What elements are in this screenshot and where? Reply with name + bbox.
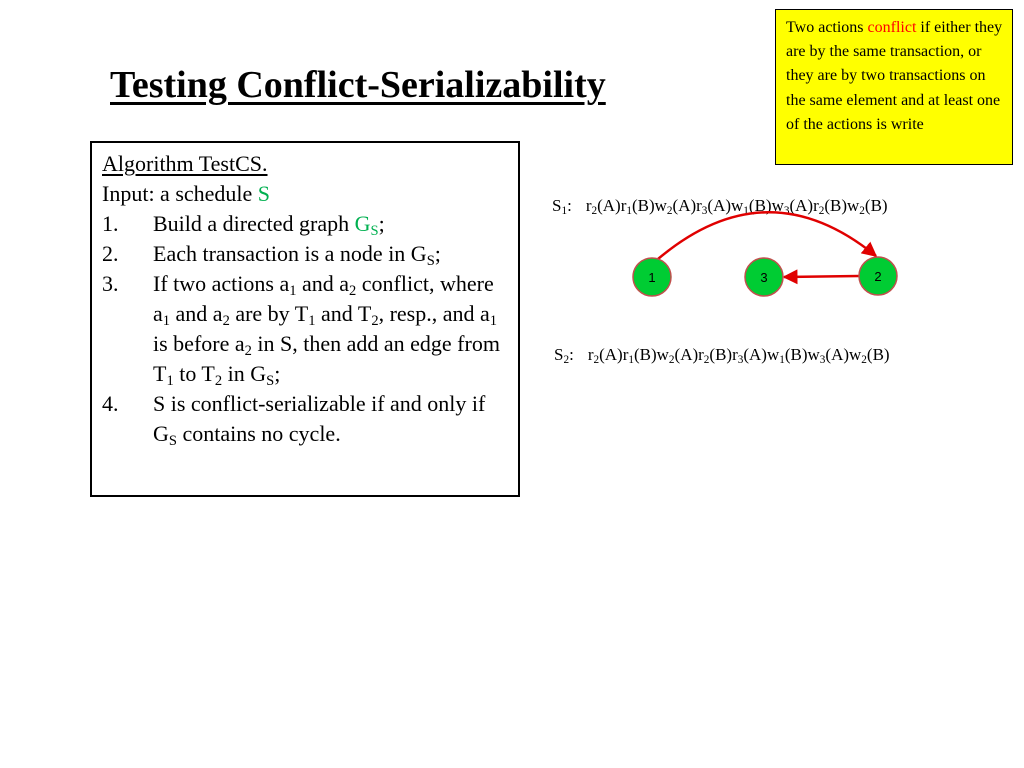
text-run: : bbox=[567, 196, 572, 215]
graph-node-label-2: 2 bbox=[874, 269, 882, 284]
subscript: 2 bbox=[859, 205, 865, 218]
text-run: (A)w bbox=[743, 345, 780, 364]
step-number: 1. bbox=[102, 211, 119, 236]
graph-edge-2-to-3 bbox=[784, 276, 859, 277]
text-run: (B)w bbox=[824, 196, 860, 215]
subscript: 3 bbox=[701, 205, 708, 218]
text-run: (A)r bbox=[597, 196, 627, 215]
text-run: If two actions a bbox=[153, 271, 290, 296]
text-run: (B) bbox=[866, 345, 890, 364]
subscript: 1 bbox=[166, 373, 174, 390]
subscript: 2 bbox=[244, 343, 252, 360]
text-run: conflict, where a bbox=[153, 271, 494, 326]
text-run: ; bbox=[378, 211, 385, 236]
subscript: 1 bbox=[561, 205, 568, 218]
text-run: is before a bbox=[153, 331, 245, 356]
text-run: ; bbox=[274, 361, 281, 386]
text-run: r bbox=[587, 345, 594, 364]
text-run: (B)w bbox=[633, 345, 669, 364]
subscript: 1 bbox=[779, 354, 785, 367]
subscript: 1 bbox=[628, 354, 634, 367]
text-run: G bbox=[354, 211, 371, 236]
subscript: 2 bbox=[214, 373, 223, 390]
slide-title: Testing Conflict-Serializability bbox=[110, 64, 606, 106]
subscript: 2 bbox=[563, 354, 570, 367]
subscript: 2 bbox=[591, 205, 598, 218]
subscript: 2 bbox=[668, 354, 675, 367]
subscript: 3 bbox=[819, 354, 826, 367]
text-run: (A)r bbox=[674, 345, 704, 364]
text-run: (A)r bbox=[599, 345, 629, 364]
subscript: 1 bbox=[626, 205, 632, 218]
step-number: 4. bbox=[102, 391, 119, 416]
subscript: S bbox=[168, 433, 177, 450]
subscript: 2 bbox=[593, 354, 600, 367]
text-run: (B)w bbox=[748, 196, 784, 215]
graph-edge-1-to-2 bbox=[658, 212, 876, 259]
text-run: S bbox=[554, 345, 564, 364]
text-run: (A)w bbox=[825, 345, 862, 364]
algorithm-title: Algorithm TestCS. bbox=[102, 151, 268, 176]
text-run: and a bbox=[170, 301, 223, 326]
text-run: in G bbox=[222, 361, 267, 386]
subscript: 1 bbox=[489, 313, 498, 330]
graph-node-label-1: 1 bbox=[648, 270, 656, 285]
text-run: S is conflict-serializable if and only if G bbox=[153, 391, 486, 446]
text-run: contains no cycle. bbox=[176, 421, 341, 446]
subscript: 2 bbox=[818, 205, 825, 218]
text-run: , resp., and a bbox=[378, 301, 490, 326]
subscript: 2 bbox=[349, 283, 357, 300]
text-run: are by T bbox=[229, 301, 309, 326]
text-run: r bbox=[585, 196, 592, 215]
graph-node-label-3: 3 bbox=[760, 270, 768, 285]
subscript: 2 bbox=[222, 313, 230, 330]
text-run: S bbox=[552, 196, 562, 215]
text-run: and T bbox=[315, 301, 372, 326]
text-run: Each transaction is a node in G bbox=[153, 241, 427, 266]
text-run: Build a directed graph bbox=[153, 211, 355, 236]
step-number: 2. bbox=[102, 241, 119, 266]
subscript: 1 bbox=[162, 313, 171, 330]
subscript: S bbox=[370, 223, 379, 240]
text-run: (A)w bbox=[707, 196, 744, 215]
text-run: S bbox=[257, 181, 271, 206]
subscript: 2 bbox=[703, 354, 710, 367]
subscript: 3 bbox=[783, 205, 790, 218]
text-run: if either they are by the same transaction, or they are by two transactions on the same element and at least one of the actions is write bbox=[786, 19, 1003, 133]
text-run: (B)w bbox=[631, 196, 667, 215]
text-run: to T bbox=[173, 361, 215, 386]
subscript: 2 bbox=[371, 313, 379, 330]
text-run: and a bbox=[296, 271, 350, 296]
subscript: 2 bbox=[861, 354, 867, 367]
text-run: (B)w bbox=[784, 345, 820, 364]
subscript: S bbox=[426, 253, 435, 270]
text-run: (A)r bbox=[789, 196, 819, 215]
subscript: 1 bbox=[289, 283, 297, 300]
subscript: 3 bbox=[737, 354, 744, 367]
subscript: S bbox=[266, 373, 275, 390]
text-run: (B) bbox=[864, 196, 888, 215]
subscript: 2 bbox=[666, 205, 673, 218]
text-run: ; bbox=[434, 241, 441, 266]
text-run: in S, then add an edge from T bbox=[153, 331, 500, 386]
subscript: 1 bbox=[743, 205, 749, 218]
text-run: conflict bbox=[867, 19, 917, 36]
text-run: : bbox=[569, 345, 574, 364]
text-run: Two actions bbox=[786, 19, 868, 36]
text-run: (A)r bbox=[672, 196, 702, 215]
text-run: (B)r bbox=[709, 345, 738, 364]
step-number: 3. bbox=[102, 271, 119, 296]
text-run: Input: a schedule bbox=[102, 181, 258, 206]
subscript: 1 bbox=[308, 313, 316, 330]
